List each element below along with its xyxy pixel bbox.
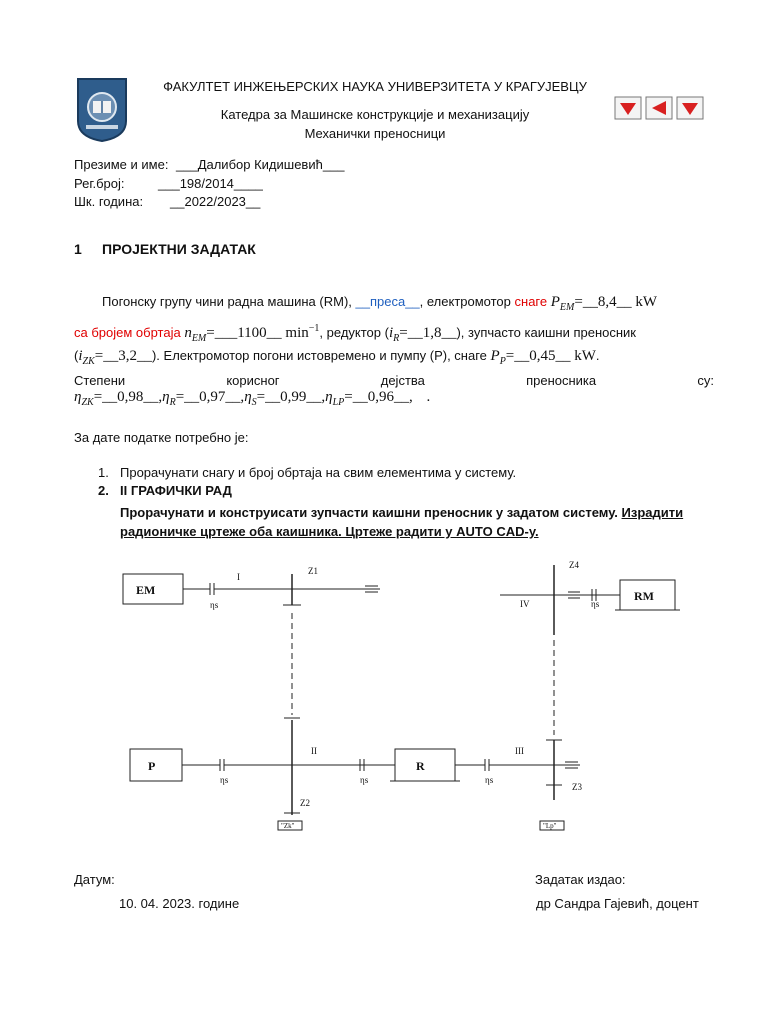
nav-arrows-icon xyxy=(614,95,704,121)
ns-label-1: ηs xyxy=(210,600,219,610)
z2-label: Z2 xyxy=(300,798,310,808)
shaft-iv-label: IV xyxy=(520,599,530,609)
student-name-value: ___Далибор Кидишевић___ xyxy=(176,157,345,172)
z4-label: Z4 xyxy=(569,560,579,570)
power-word: снаге xyxy=(514,294,548,309)
eta-lp: $\eta_{LP}=\_\_0,96\_\_$, xyxy=(325,389,413,408)
shaft-iii-label: III xyxy=(515,746,524,756)
department-title: Катедра за Машинске конструкције и механизацију xyxy=(220,107,530,122)
p-block xyxy=(130,749,182,781)
rpm-word: са бројем обртаја xyxy=(74,325,181,340)
task-line-1: Погонску групу чини радна машина (RM), __преса__, електромотор снаге $P_{EM}=\_\_8,4\_\_$ kW xyxy=(102,294,657,313)
shaft-i-label: I xyxy=(237,572,240,582)
section-title: ПРОЈЕКТНИ ЗАДАТАК xyxy=(102,241,256,257)
issuer-label: Задатак издао: xyxy=(535,872,626,887)
r-label: R xyxy=(416,759,425,773)
p-em-formula: $P_{EM}=\_\_8,4\_\_$ kW xyxy=(550,294,657,313)
em-label: EM xyxy=(136,583,156,597)
shaft-ii-label: II xyxy=(311,746,317,756)
i-zk-formula: $i_{ZK}=\_\_3,2\_\_$ xyxy=(78,348,152,367)
requirements-intro: За дате податке потребно је: xyxy=(74,430,249,445)
course-title: Механички преносници xyxy=(304,126,446,141)
year-value: __2022/2023__ xyxy=(170,194,261,209)
ns-label-3: ηs xyxy=(220,775,229,785)
ns-label-4: ηs xyxy=(360,775,369,785)
drive-schematic xyxy=(110,555,710,840)
date-label: Датум: xyxy=(74,872,115,887)
req-item-2-num: 2. xyxy=(98,483,109,498)
eta-zk: $\eta_{ZK}=\_\_0,98\_\_$, xyxy=(74,389,163,408)
faculty-logo xyxy=(76,77,128,143)
reg-label: Рег.број: xyxy=(74,176,125,191)
lp-label: "Lp" xyxy=(543,822,557,830)
req-item-1: Прорачунати снагу и број обртаја на свим елементима у систему. xyxy=(120,465,517,480)
z3-label: Z3 xyxy=(572,782,582,792)
year-label: Шк. година: xyxy=(74,194,144,209)
i-r-formula: $i_R=\_\_1,8\_\_$ xyxy=(388,325,457,344)
ns-label-5: ηs xyxy=(485,775,494,785)
reg-value: ___198/2014____ xyxy=(158,176,263,191)
task-line-2: са бројем обртаја $n_{EM}=\_\_\_1100\_\_$ $\min^{-1}$, редуктор $(i_R=\_\_1,8\_\_)$, зупчасто каишни преносник xyxy=(74,323,636,344)
p-p-formula: $P_P=\_\_0,45\_\_$ kW xyxy=(490,348,596,367)
section-number: 1 xyxy=(74,241,82,257)
efficiency-values: $\eta_{ZK}=\_\_0,98\_\_,\eta_R=\_\_0,97\_\_,\eta_S=\_\_0,99\_\_,\eta_{LP}=\_\_0,96\_\_$, . xyxy=(74,389,431,408)
req-item-1-num: 1. xyxy=(98,465,109,480)
machine-type: __преса__ xyxy=(355,294,420,309)
req-item-2: II ГРАФИЧКИ РАД xyxy=(120,483,232,498)
req-item-2-desc: Прорачунати и конструисати зупчасти каишни преносник у задатом систему. Израдити радионичке цртеже оба каишника. Цртеже радити у AUTO CAD-у. xyxy=(120,505,684,539)
rm-label: RM xyxy=(634,589,654,603)
date-value: 10. 04. 2023. године xyxy=(119,896,240,911)
zk-label: "Zk" xyxy=(281,822,295,830)
z1-label: Z1 xyxy=(308,566,318,576)
faculty-title: ФАКУЛТЕТ ИНЖЕЊЕРСКИХ НАУКА УНИВЕРЗИТЕТА У КРАГУЈЕВЦУ xyxy=(163,79,587,94)
r-block xyxy=(395,749,455,781)
eta-r: $\eta_R=\_\_0,97\_\_$, xyxy=(162,389,245,408)
ns-label-2: ηs xyxy=(591,599,600,609)
n-em-formula: $n_{EM}=\_\_\_1100\_\_$ $\min^{-1}$ xyxy=(184,323,320,344)
eta-s: $\eta_S=\_\_0,99\_\_$, xyxy=(244,389,326,408)
student-name-label: Презиме и име: xyxy=(74,157,169,172)
task-line-3: $(i_{ZK}=\_\_3,2\_\_)$. Електромотор погони истовремено и пумпу (P), снаге $P_P=\_\_0,45\_\_$ kW. xyxy=(74,348,600,367)
task-line-4: Степени корисног дејства преносника су: xyxy=(74,373,714,388)
p-label: P xyxy=(148,759,156,773)
issuer-value: др Сандра Гајевић, доцент xyxy=(536,896,699,911)
